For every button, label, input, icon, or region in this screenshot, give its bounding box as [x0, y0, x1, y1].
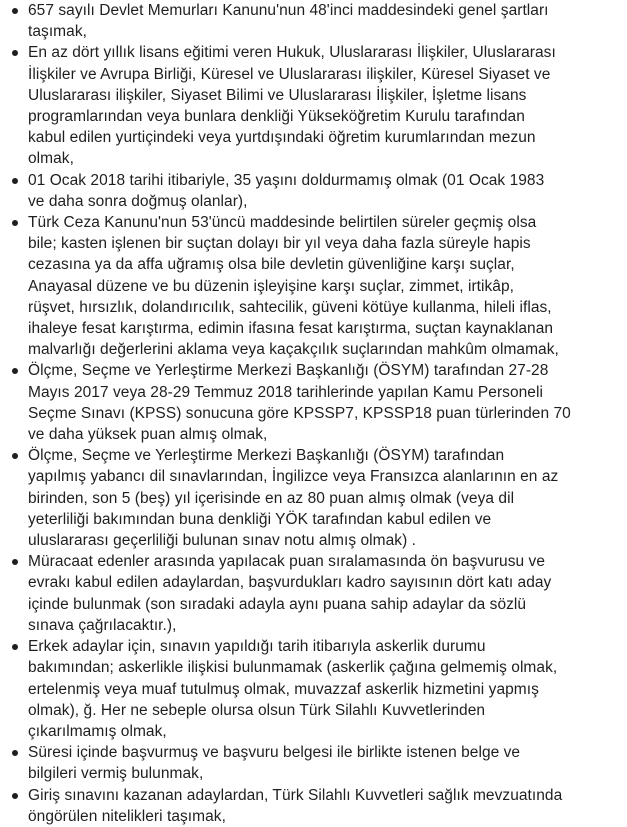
list-item-text-line: Ölçme, Seçme ve Yerleştirme Merkezi Başkanlığı (ÖSYM) tarafından 27-28: [28, 362, 549, 380]
list-item-text-line: 657 sayılı Devlet Memurları Kanunu'nun 48'inci maddesindeki genel şartları: [28, 2, 549, 19]
list-item-text-line: ve daha yüksek puan almış olmak,: [28, 426, 268, 444]
list-item: [6, 551, 627, 636]
list-item: [6, 360, 627, 445]
list-item-text-line: Müracaat edenler arasında yapılacak puan sıralamasında ön başvurusu ve: [28, 553, 546, 571]
list-item-text-line: yapılmış yabancı dil sınavlarından, İngilizce veya Fransızca alanlarının en az: [28, 468, 559, 486]
list-item: [6, 785, 627, 827]
list-item-text-line: sınava çağrılacaktır.),: [28, 616, 177, 634]
list-item-text-line: Ölçme, Seçme ve Yerleştirme Merkezi Başkanlığı (ÖSYM) tarafından: [28, 447, 505, 465]
list-item-text-line: En az dört yıllık lisans eğitimi veren Hukuk, Uluslararası İlişkiler, Uluslararası: [28, 44, 556, 62]
list-item: [6, 742, 627, 784]
list-item-text-line: yeterliliği bakımından buna denkliği YÖK tarafından kabul edilen ve: [28, 510, 492, 528]
list-item-text-line: olmak,: [28, 150, 74, 168]
list-item: [6, 445, 627, 551]
list-item-text-line: bakımından; askerlikle ilişkisi bulunmamak (askerlik çağına gelmemiş olmak,: [28, 659, 558, 677]
list-item-text-line: malvarlığı değerlerini aklama veya kaçakçılık suçlarından mahkûm olmamak,: [28, 341, 559, 359]
list-item-text-line: içinde bulunmak (son sıradaki adayla aynı puana sahip adaylar da sözlü: [28, 595, 527, 613]
list-item-text-line: öngörülen nitelikleri taşımak,: [28, 807, 226, 825]
list-item-text-line: çıkarılmamış olmak,: [28, 722, 167, 740]
list-item-text-line: taşımak,: [28, 23, 87, 41]
list-item-text-line: cezasına ya da affa uğramış olsa bile devletin güvenliğine karşı suçlar,: [28, 256, 515, 274]
list-item-text-line: Uluslararası ilişkiler, Siyaset Bilimi ve Uluslararası İlişkiler, İşletme lisans: [28, 86, 527, 104]
list-item-text-line: ertelenmiş veya muaf tutulmuş olmak, muvazzaf askerlik hizmetini yapmış: [28, 680, 539, 698]
list-item-text-line: birinden, son 5 (beş) yıl içerisinde en az 80 puan almış olmak (veya dil: [28, 489, 515, 507]
list-item-text-line: Türk Ceza Kanunu'nun 53'üncü maddesinde belirtilen süreler geçmiş olsa: [28, 214, 537, 232]
list-item: [6, 636, 627, 742]
list-item-text-line: bilgileri vermiş bulunmak,: [28, 765, 204, 783]
list-item: [6, 170, 627, 212]
list-item-text-line: Giriş sınavını kazanan adaylardan, Türk Silahlı Kuvvetleri sağlık mevzuatında: [28, 786, 563, 804]
list-item-text-line: olmak), ğ. Her ne sebeple olursa olsun Türk Silahlı Kuvvetlerinden: [28, 701, 486, 719]
list-item: [6, 0, 627, 42]
list-item-text-line: bile; kasten işlenen bir suçtan dolayı bir yıl veya daha fazla süreyle hapis: [28, 235, 531, 253]
list-item-text-line: İlişkiler ve Avrupa Birliği, Küresel ve Uluslararası ilişkiler, Küresel Siyaset ve: [28, 65, 551, 83]
list-item-text-line: kabul edilen yurtiçindeki veya yurtdışındaki öğretim kurumlarından mezun: [28, 129, 536, 147]
list-item-text-line: evrakı kabul edilen adaylardan, başvurdukları kadro sayısının dört katı aday: [28, 574, 552, 592]
list-item-text-line: Süresi içinde başvurmuş ve başvuru belgesi ile birlikte istenen belge ve: [28, 744, 521, 762]
list-item: [6, 42, 627, 169]
list-item-text-line: rüşvet, hırsızlık, dolandırıcılık, sahtecilik, güveni kötüye kullanma, hileli iflas,: [28, 298, 552, 316]
list-item-text-line: uluslararası geçerliliği bulunan sınav notu almış olmak) .: [28, 532, 417, 550]
list-item-text-line: 01 Ocak 2018 tarihi itibariyle, 35 yaşını doldurmamış olmak (01 Ocak 1983: [28, 171, 545, 189]
list-item-text-line: programlarından veya bunlara denkliği Yükseköğretim Kurulu tarafından: [28, 108, 525, 126]
list-item-text-line: Erkek adaylar için, sınavın yapıldığı tarih itibarıyla askerlik durumu: [28, 638, 486, 656]
list-item-text-line: ve daha sonra doğmuş olanlar),: [28, 192, 248, 210]
list-item-text-line: Seçme Sınavı (KPSS) sonucuna göre KPSSP7, KPSSP18 puan türlerinden 70: [28, 404, 571, 422]
list-item-text-line: Anayasal düzene ve bu düzenin işleyişine karşı suçlar, zimmet, irtikâp,: [28, 277, 515, 295]
list-item-text-line: Mayıs 2017 veya 28-29 Temmuz 2018 tarihlerinde yapılan Kamu Personeli: [28, 383, 543, 401]
list-item: [6, 212, 627, 360]
list-item-text-line: ihaleye fesat karıştırma, edimin ifasına fesat karıştırma, suçtan kaynaklanan: [28, 320, 554, 338]
